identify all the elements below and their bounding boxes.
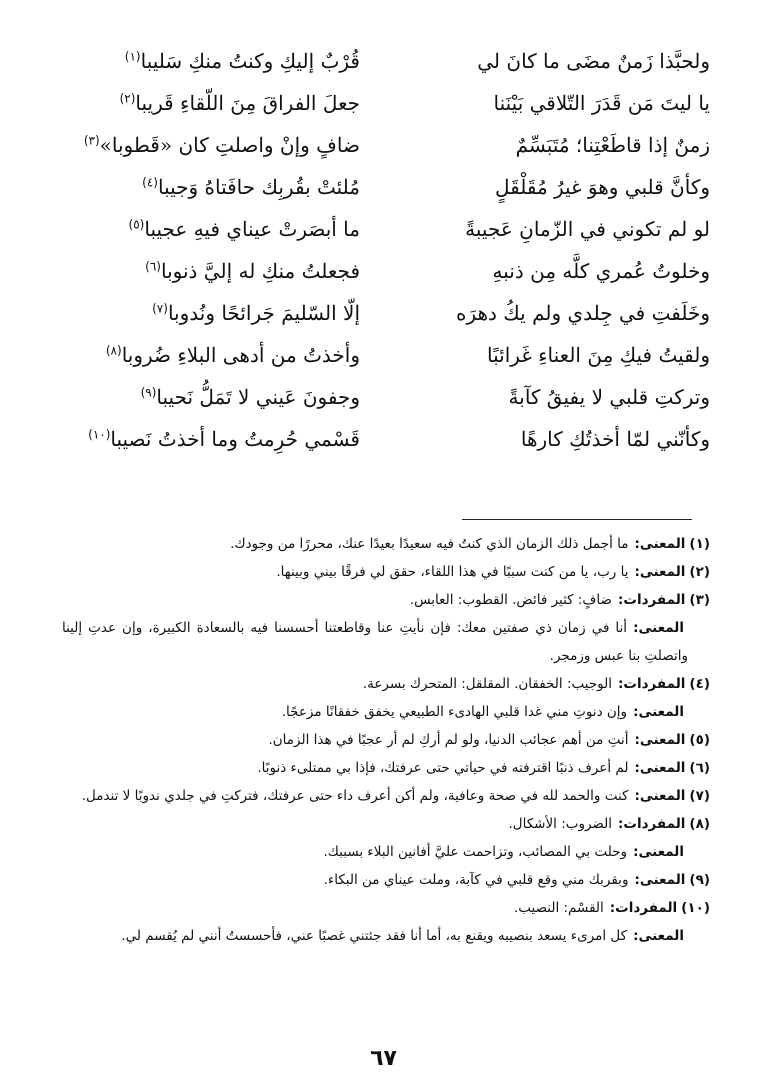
verse-second-hemistich	[60, 91, 360, 115]
footnote-marker: (٨)	[105, 343, 122, 358]
verse-2	[60, 82, 710, 124]
verse-7	[60, 292, 710, 334]
verse-first-hemistich: يا ليتَ مَن قَدَرَ التّلاقي بَيْنَنا	[493, 91, 710, 115]
footnote-label: المعنى:	[633, 620, 684, 636]
verse-4	[60, 166, 710, 208]
verse-second-text: قُرْبٌ إليكِ وكنتُ منكِ سَليبا	[140, 49, 360, 73]
verse-second-text: قَسْمي حُرِمتُ وما أخذتُ نَصيبا	[110, 427, 360, 451]
footnote	[62, 530, 710, 558]
verse-second-text: جعلَ الفراقَ مِنَ اللّقاءِ قَريبا	[135, 91, 360, 115]
footnote	[62, 586, 710, 614]
footnote-marker: (١)	[124, 49, 141, 64]
footnote-marker: (٧)	[152, 301, 168, 316]
footnote-text: أنا في زمان ذي صفتين معك: فإن نأيتِ عنا وقاطعتنا أحسسنا فيه بالسعادة الكبيرة، وإن عدتِ إلينا واتصلتِ بنا عبس وزمجر.	[62, 620, 688, 664]
verse-9	[60, 376, 710, 418]
footnote-text: وبقربك مني وقع قلبي في كآبة، وملت عيناي من البكاء.	[323, 872, 629, 888]
verse-second-text: ما أبصَرتْ عيناي فيهِ عجيبا	[144, 217, 360, 241]
verse-second-text: وأخذتُ من أدهى البلاءِ ضُروبا	[121, 343, 360, 367]
footnote	[62, 782, 710, 810]
footnote	[62, 838, 710, 866]
verse-second-hemistich	[60, 301, 360, 325]
footnote-text: ضافٍ: كثير فائض. القطوب: العابس.	[409, 592, 613, 608]
footnote-text: ما أجمل ذلك الزمان الذي كنتُ فيه سعيدًا بعيدًا عنك، محررًا من وجودك.	[230, 536, 629, 552]
verse-second-hemistich	[60, 133, 360, 157]
footnote-number: (٢)	[689, 564, 710, 580]
footnote-text: لم أعرف ذنبًا اقترفته في حياتي حتى عرفتك، فإذا بي ممتلىء ذنوبًا.	[257, 760, 629, 776]
verse-3	[60, 124, 710, 166]
verse-first-hemistich: وتركتِ قلبي لا يفيقُ كآبةً	[508, 385, 710, 409]
page-number: ٦٧	[370, 1046, 397, 1071]
footnote-number: (٤)	[689, 676, 710, 692]
footnote-label: المفردات:	[618, 592, 686, 608]
footnote	[62, 810, 710, 838]
footnotes	[62, 530, 710, 950]
footnote-text: كل امرىء يسعد بنصيبه ويقنع به، أما أنا فقد جئتني غصبًا عني، فأحسستُ أنني لم يُقسم لي.	[121, 928, 628, 944]
footnote-marker: (٩)	[140, 385, 157, 400]
verse-second-hemistich	[60, 385, 360, 409]
verse-second-text: وجفونَ عَيني لا تَمَلُّ نَحيبا	[156, 385, 360, 409]
footnote	[62, 614, 710, 670]
verse-second-text: فجعلتُ منكِ له إليَّ ذنوبا	[160, 259, 360, 283]
footnote-label: المعنى:	[634, 564, 686, 580]
footnote-text: أنتِ من أهم عجائب الدنيا، ولو لم أركِ لم أر عجبًا في هذا الزمان.	[268, 732, 629, 748]
footnote-marker: (٤)	[142, 175, 158, 190]
verse-first-hemistich: زمنٌ إذا قاطَعْتِنا؛ مُتَبَسِّمٌ	[515, 133, 710, 157]
footnote-text: الضروب: الأشكال.	[508, 816, 613, 832]
footnote-label: المعنى:	[633, 704, 684, 720]
footnote-number: (٧)	[689, 788, 710, 804]
poem	[60, 40, 710, 460]
footnote	[62, 894, 710, 922]
footnote	[62, 922, 710, 950]
footnote-divider	[462, 519, 692, 520]
footnote-label: المعنى:	[634, 732, 686, 748]
verse-second-text: ضافٍ وإنْ واصلتِ كان «قَطوبا»	[99, 133, 360, 157]
footnote-label: المعنى:	[634, 536, 686, 552]
verse-first-hemistich: وكأنّني لمّا أخذتُكِ كارهًا	[520, 427, 710, 451]
verse-first-hemistich: لو لم تكوني في الزّمانِ عَجيبةً	[465, 217, 710, 241]
verse-second-hemistich	[60, 217, 360, 241]
verse-second-hemistich	[60, 259, 360, 283]
footnote	[62, 754, 710, 782]
verse-second-hemistich	[60, 343, 360, 367]
footnote	[62, 866, 710, 894]
footnote-text: وإن دنوتِ مني غدا قلبي الهادىء الطبيعي يخفق خفقانًا مزعجًا.	[281, 704, 628, 720]
verse-first-hemistich: وخَلَفتِ في جِلدي ولم يكُ دهرَه	[455, 301, 710, 325]
verse-second-hemistich	[60, 49, 360, 73]
footnote-label: المفردات:	[618, 676, 686, 692]
footnote-label: المعنى:	[633, 844, 684, 860]
footnote	[62, 558, 710, 586]
verse-5	[60, 208, 710, 250]
footnote-marker: (١٠)	[88, 427, 111, 442]
footnote-marker: (٣)	[83, 133, 100, 148]
footnote-number: (٦)	[689, 760, 710, 776]
footnote-text: يا رب، يا من كنت سببًا في هذا اللقاء، حقق لي فرقًا بيني وبينها.	[276, 564, 629, 580]
verse-first-hemistich: ولحبَّذا زَمنٌ مضَى ما كانَ لي	[477, 49, 710, 73]
footnote-marker: (٦)	[145, 259, 161, 274]
verse-first-hemistich: وكأنَّ قلبي وهوَ غيرُ مُقَلْقَلٍ	[494, 175, 710, 199]
verse-second-text: إلّا السّليمَ جَرائحًا ونُدوبا	[167, 301, 360, 325]
footnote-number: (١)	[689, 536, 710, 552]
footnote	[62, 670, 710, 698]
verse-second-hemistich	[60, 427, 360, 451]
footnote	[62, 698, 710, 726]
footnote-number: (٥)	[689, 732, 710, 748]
verse-10	[60, 418, 710, 460]
footnote-label: المعنى:	[634, 760, 686, 776]
footnote-text: كنت والحمد لله في صحة وعافية، ولم أكن أعرف داء حتى عرفتك، فتركتِ في جلدي ندوبًا لا تندمل.	[81, 788, 629, 804]
footnote-number: (٣)	[689, 592, 710, 608]
footnote-number: (٨)	[689, 816, 710, 832]
verse-second-text: مُلئتْ بقُربِك حافَتاهُ وَجيبا	[157, 175, 360, 199]
footnote-number: (١٠)	[681, 900, 710, 916]
footnote-text: وحلت بي المصائب، وتزاحمت عليَّ أفانين البلاء بسببك.	[323, 844, 628, 860]
verse-1	[60, 40, 710, 82]
footnote	[62, 726, 710, 754]
footnote-label: المفردات:	[618, 816, 686, 832]
verse-6	[60, 250, 710, 292]
footnote-marker: (٢)	[119, 91, 136, 106]
footnote-text: الوجيب: الخفقان. المقلقل: المتحرك بسرعة.	[362, 676, 613, 692]
footnote-number: (٩)	[689, 872, 710, 888]
verse-second-hemistich	[60, 175, 360, 199]
footnote-text: القسْم: النصيب.	[513, 900, 604, 916]
footnote-marker: (٥)	[128, 217, 145, 232]
footnote-label: المعنى:	[634, 788, 686, 804]
footnote-label: المعنى:	[633, 928, 684, 944]
footnote-label: المعنى:	[634, 872, 686, 888]
verse-8	[60, 334, 710, 376]
verse-first-hemistich: ولقيتُ فيكِ مِنَ العناءِ غَرائبًا	[487, 343, 710, 367]
footnote-label: المفردات:	[609, 900, 678, 916]
verse-first-hemistich: وخلوتُ عُمري كلَّه مِن ذنبهِ	[492, 259, 710, 283]
